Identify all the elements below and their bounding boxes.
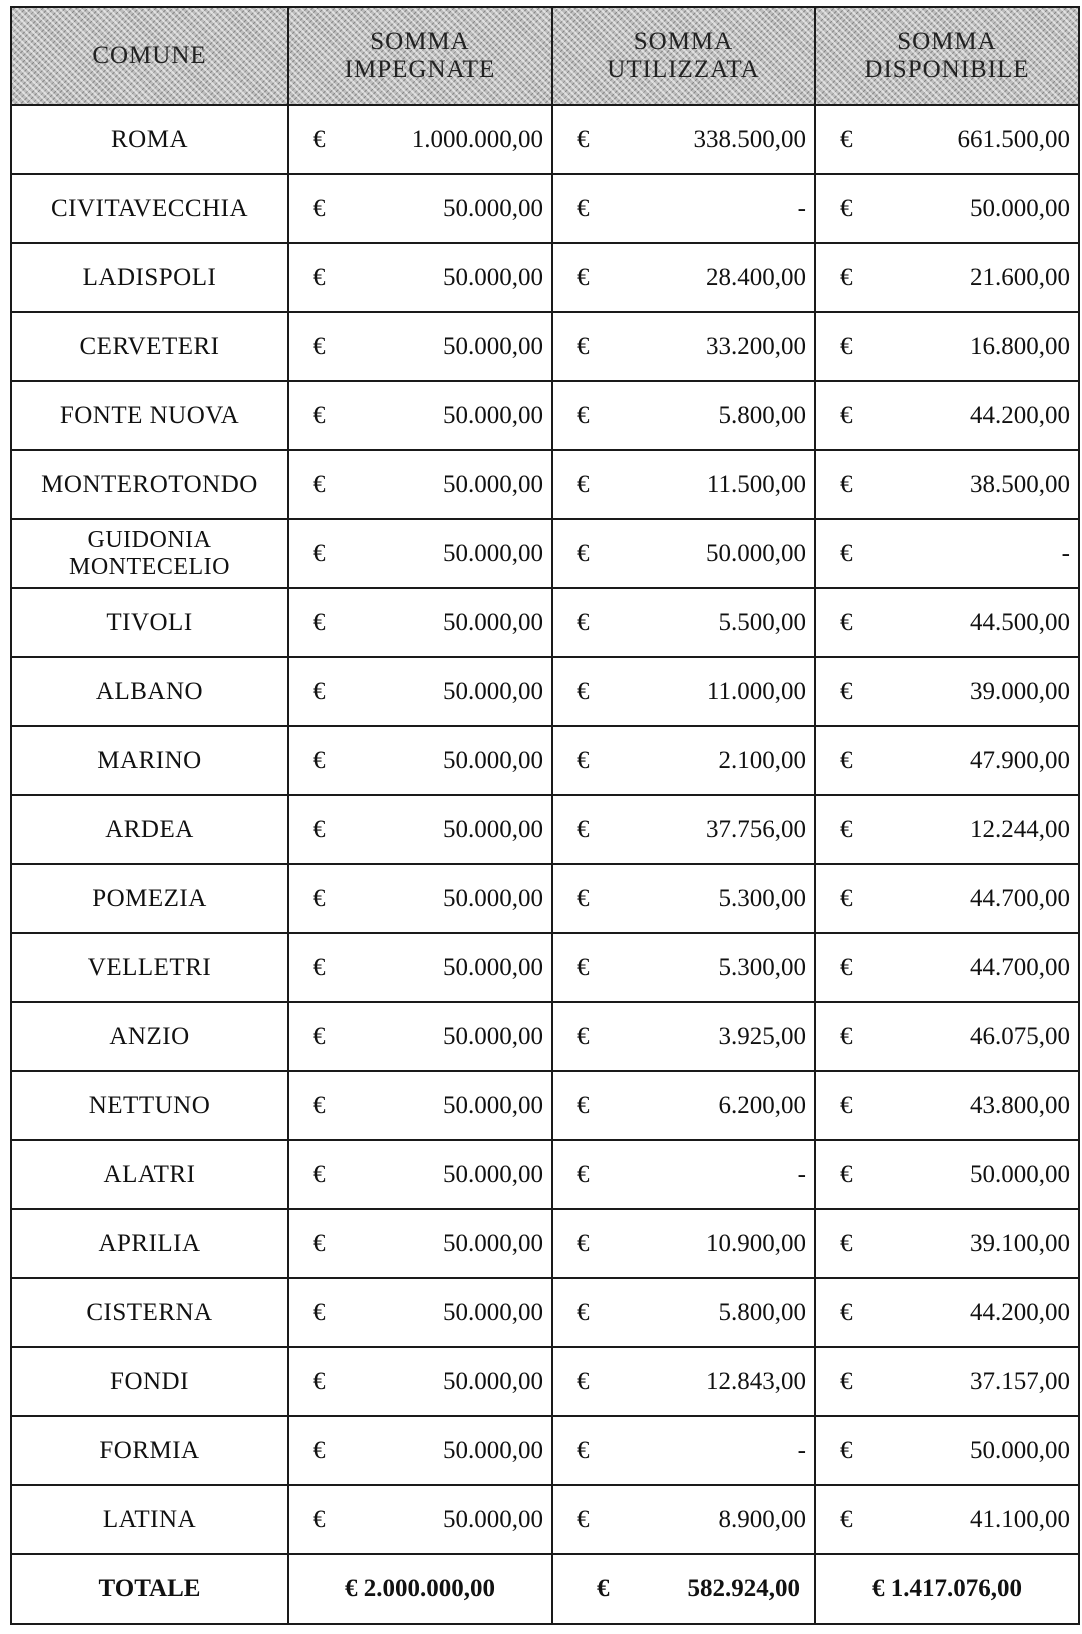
amount-disponibile-cell xyxy=(815,1140,1079,1209)
currency-symbol: € xyxy=(313,608,326,636)
amount-disponibile: 50.000,00 xyxy=(970,194,1070,222)
currency-symbol: € xyxy=(840,332,853,360)
currency-symbol: € xyxy=(577,539,590,567)
amount-disponibile: 44.700,00 xyxy=(970,884,1070,912)
currency-symbol: € xyxy=(840,1229,853,1257)
amount-impegnate-cell xyxy=(288,1347,552,1416)
totals-impegnate: € 2.000.000,00 xyxy=(288,1554,552,1624)
table-body xyxy=(11,105,1079,1554)
header-disponibile xyxy=(815,7,1079,105)
comune-name: GUIDONIA MONTECELIO xyxy=(11,519,288,588)
currency-symbol: € xyxy=(840,1367,853,1395)
table-row xyxy=(11,864,1079,933)
amount-utilizzata-cell xyxy=(552,1347,815,1416)
currency-symbol: € xyxy=(313,1505,326,1533)
table-row xyxy=(11,243,1079,312)
amount-utilizzata-cell xyxy=(552,1485,815,1554)
amount-impegnate: 50.000,00 xyxy=(443,194,543,222)
amount-impegnate: 50.000,00 xyxy=(443,1160,543,1188)
currency-symbol: € xyxy=(577,884,590,912)
amount-impegnate: 50.000,00 xyxy=(443,539,543,567)
header-utilizzata-line2: UTILIZZATA xyxy=(607,56,760,83)
comune-name: ANZIO xyxy=(11,1002,288,1071)
amount-disponibile: 39.000,00 xyxy=(970,677,1070,705)
amount-disponibile-cell xyxy=(815,1002,1079,1071)
amount-disponibile: 44.200,00 xyxy=(970,1298,1070,1326)
currency-symbol: € xyxy=(577,746,590,774)
amount-impegnate-cell xyxy=(288,1071,552,1140)
header-comune xyxy=(11,7,288,105)
amount-utilizzata: 3.925,00 xyxy=(718,1022,806,1050)
amount-impegnate-cell xyxy=(288,105,552,174)
currency-symbol: € xyxy=(840,608,853,636)
comune-name: LATINA xyxy=(11,1485,288,1554)
amount-utilizzata-cell xyxy=(552,1071,815,1140)
amount-impegnate: 50.000,00 xyxy=(443,1436,543,1464)
currency-symbol: € xyxy=(313,539,326,567)
table-row xyxy=(11,588,1079,657)
amount-utilizzata: 338.500,00 xyxy=(693,125,806,153)
amount-impegnate-cell xyxy=(288,1278,552,1347)
currency-symbol: € xyxy=(313,1160,326,1188)
table-row xyxy=(11,312,1079,381)
currency-symbol: € xyxy=(840,1091,853,1119)
comune-name: ALBANO xyxy=(11,657,288,726)
table-row xyxy=(11,795,1079,864)
amount-utilizzata: 37.756,00 xyxy=(706,815,806,843)
amount-utilizzata: 28.400,00 xyxy=(706,263,806,291)
amount-utilizzata: - xyxy=(797,1160,806,1188)
amount-utilizzata-cell xyxy=(552,726,815,795)
amount-impegnate-cell xyxy=(288,1209,552,1278)
amount-impegnate: 50.000,00 xyxy=(443,1505,543,1533)
amount-disponibile-cell xyxy=(815,381,1079,450)
amount-impegnate-cell xyxy=(288,657,552,726)
amount-utilizzata: - xyxy=(797,1436,806,1464)
table-header xyxy=(11,7,1079,105)
amount-impegnate-cell xyxy=(288,519,552,588)
amount-impegnate-cell xyxy=(288,312,552,381)
currency-symbol: € xyxy=(577,1160,590,1188)
comune-name: MARINO xyxy=(11,726,288,795)
amount-utilizzata-cell xyxy=(552,933,815,1002)
amount-disponibile-cell xyxy=(815,588,1079,657)
currency-symbol: € xyxy=(313,332,326,360)
amount-impegnate: 50.000,00 xyxy=(443,608,543,636)
currency-symbol: € xyxy=(577,470,590,498)
amount-utilizzata: - xyxy=(797,194,806,222)
currency-symbol: € xyxy=(840,1436,853,1464)
amount-impegnate-cell xyxy=(288,1416,552,1485)
amount-utilizzata-cell xyxy=(552,657,815,726)
currency-symbol: € xyxy=(577,1436,590,1464)
header-utilizzata-line1: SOMMA xyxy=(633,28,734,55)
table-row xyxy=(11,381,1079,450)
amount-utilizzata-cell xyxy=(552,450,815,519)
amount-disponibile: 16.800,00 xyxy=(970,332,1070,360)
currency-symbol: € xyxy=(577,1022,590,1050)
currency-symbol: € xyxy=(840,1505,853,1533)
currency-symbol: € xyxy=(840,194,853,222)
amount-disponibile-cell xyxy=(815,519,1079,588)
comune-name: POMEZIA xyxy=(11,864,288,933)
amount-impegnate: 50.000,00 xyxy=(443,1091,543,1119)
currency-symbol: € xyxy=(577,677,590,705)
currency-symbol: € xyxy=(840,539,853,567)
amount-disponibile: 21.600,00 xyxy=(970,263,1070,291)
header-row xyxy=(11,7,1079,105)
comune-name: ROMA xyxy=(11,105,288,174)
amount-utilizzata-cell xyxy=(552,105,815,174)
amount-disponibile: 661.500,00 xyxy=(957,125,1070,153)
amount-impegnate-cell xyxy=(288,450,552,519)
amount-impegnate: 50.000,00 xyxy=(443,263,543,291)
comune-name: FONDI xyxy=(11,1347,288,1416)
amount-disponibile: 41.100,00 xyxy=(970,1505,1070,1533)
table-row xyxy=(11,726,1079,795)
currency-symbol: € xyxy=(313,194,326,222)
amount-utilizzata: 12.843,00 xyxy=(706,1367,806,1395)
currency-symbol: € xyxy=(577,608,590,636)
currency-symbol: € xyxy=(313,815,326,843)
comune-name: APRILIA xyxy=(11,1209,288,1278)
currency-symbol: € xyxy=(313,1022,326,1050)
amount-utilizzata-cell xyxy=(552,174,815,243)
amount-impegnate: 50.000,00 xyxy=(443,1229,543,1257)
amount-disponibile-cell xyxy=(815,726,1079,795)
currency-symbol: € xyxy=(840,953,853,981)
currency-symbol: € xyxy=(577,953,590,981)
table-row xyxy=(11,933,1079,1002)
table-row xyxy=(11,1209,1079,1278)
amount-disponibile: 47.900,00 xyxy=(970,746,1070,774)
amount-impegnate: 50.000,00 xyxy=(443,470,543,498)
currency-symbol: € xyxy=(577,263,590,291)
comune-name: FONTE NUOVA xyxy=(11,381,288,450)
amount-impegnate-cell xyxy=(288,933,552,1002)
amount-disponibile-cell xyxy=(815,1347,1079,1416)
currency-symbol: € xyxy=(313,1367,326,1395)
budget-table xyxy=(10,6,1080,1625)
currency-symbol: € xyxy=(577,1229,590,1257)
amount-disponibile: 46.075,00 xyxy=(970,1022,1070,1050)
currency-symbol: € xyxy=(577,1505,590,1533)
currency-symbol: € xyxy=(840,1160,853,1188)
totals-label: TOTALE xyxy=(11,1554,288,1624)
comune-name: FORMIA xyxy=(11,1416,288,1485)
amount-impegnate-cell xyxy=(288,795,552,864)
amount-disponibile-cell xyxy=(815,450,1079,519)
currency-symbol: € xyxy=(840,263,853,291)
table-row xyxy=(11,519,1079,588)
totals-row xyxy=(11,1554,1079,1624)
comune-name: NETTUNO xyxy=(11,1071,288,1140)
table-row xyxy=(11,657,1079,726)
amount-disponibile: 37.157,00 xyxy=(970,1367,1070,1395)
currency-symbol: € xyxy=(313,401,326,429)
amount-disponibile-cell xyxy=(815,933,1079,1002)
currency-symbol: € xyxy=(313,1298,326,1326)
currency-symbol: € xyxy=(577,1367,590,1395)
amount-disponibile: 39.100,00 xyxy=(970,1229,1070,1257)
amount-utilizzata: 11.500,00 xyxy=(706,470,806,498)
amount-disponibile-cell xyxy=(815,243,1079,312)
currency-symbol: € xyxy=(577,332,590,360)
amount-disponibile-cell xyxy=(815,657,1079,726)
amount-utilizzata: 5.800,00 xyxy=(718,401,806,429)
table-row xyxy=(11,1347,1079,1416)
table-row xyxy=(11,174,1079,243)
header-impegnate-line2: IMPEGNATE xyxy=(344,56,496,83)
amount-utilizzata-cell xyxy=(552,864,815,933)
currency-symbol: € xyxy=(313,1091,326,1119)
amount-utilizzata-cell xyxy=(552,1416,815,1485)
amount-utilizzata-cell xyxy=(552,519,815,588)
amount-impegnate: 50.000,00 xyxy=(443,746,543,774)
header-utilizzata xyxy=(552,7,815,105)
totals-utilizzata-cell xyxy=(552,1554,815,1624)
amount-disponibile: 43.800,00 xyxy=(970,1091,1070,1119)
currency-symbol: € xyxy=(840,1022,853,1050)
currency-symbol: € xyxy=(577,1298,590,1326)
amount-utilizzata-cell xyxy=(552,795,815,864)
header-comune-line: COMUNE xyxy=(92,42,207,69)
currency-symbol: € xyxy=(313,125,326,153)
table-row xyxy=(11,1278,1079,1347)
table-row xyxy=(11,450,1079,519)
amount-disponibile-cell xyxy=(815,174,1079,243)
table-row xyxy=(11,1071,1079,1140)
amount-impegnate: 50.000,00 xyxy=(443,677,543,705)
amount-disponibile: 44.500,00 xyxy=(970,608,1070,636)
amount-impegnate: 50.000,00 xyxy=(443,884,543,912)
comune-name: ALATRI xyxy=(11,1140,288,1209)
currency-symbol: € xyxy=(313,746,326,774)
amount-disponibile: - xyxy=(1061,539,1070,567)
table-row xyxy=(11,1416,1079,1485)
currency-symbol: € xyxy=(577,194,590,222)
amount-disponibile-cell xyxy=(815,1071,1079,1140)
header-impegnate xyxy=(288,7,552,105)
amount-disponibile-cell xyxy=(815,1485,1079,1554)
currency-symbol: € xyxy=(577,1091,590,1119)
currency-symbol: € xyxy=(840,401,853,429)
header-impegnate-line1: SOMMA xyxy=(370,28,470,55)
amount-disponibile: 50.000,00 xyxy=(970,1436,1070,1464)
amount-impegnate-cell xyxy=(288,1485,552,1554)
header-disponibile-line2: DISPONIBILE xyxy=(864,56,1030,83)
amount-disponibile-cell xyxy=(815,1416,1079,1485)
comune-name: LADISPOLI xyxy=(11,243,288,312)
comune-name: MONTEROTONDO xyxy=(11,450,288,519)
amount-utilizzata-cell xyxy=(552,1140,815,1209)
amount-utilizzata: 5.500,00 xyxy=(718,608,806,636)
amount-utilizzata-cell xyxy=(552,312,815,381)
currency-symbol: € xyxy=(313,1436,326,1464)
amount-disponibile-cell xyxy=(815,864,1079,933)
amount-impegnate: 1.000.000,00 xyxy=(411,125,543,153)
amount-utilizzata-cell xyxy=(552,1002,815,1071)
amount-impegnate-cell xyxy=(288,726,552,795)
amount-impegnate-cell xyxy=(288,381,552,450)
currency-symbol: € xyxy=(313,677,326,705)
table-row xyxy=(11,1002,1079,1071)
table-row xyxy=(11,1140,1079,1209)
comune-name: VELLETRI xyxy=(11,933,288,1002)
amount-disponibile-cell xyxy=(815,312,1079,381)
comune-name: CERVETERI xyxy=(11,312,288,381)
amount-impegnate: 50.000,00 xyxy=(443,332,543,360)
amount-utilizzata: 6.200,00 xyxy=(718,1091,806,1119)
currency-symbol: € xyxy=(597,1575,610,1602)
amount-impegnate-cell xyxy=(288,243,552,312)
amount-utilizzata: 5.300,00 xyxy=(718,884,806,912)
amount-impegnate: 50.000,00 xyxy=(443,815,543,843)
currency-symbol: € xyxy=(313,884,326,912)
totals-utilizzata: 582.924,00 xyxy=(687,1575,800,1602)
header-disponibile-line1: SOMMA xyxy=(897,28,997,55)
currency-symbol: € xyxy=(840,677,853,705)
amount-disponibile: 50.000,00 xyxy=(970,1160,1070,1188)
comune-name: ARDEA xyxy=(11,795,288,864)
currency-symbol: € xyxy=(577,125,590,153)
amount-impegnate-cell xyxy=(288,174,552,243)
amount-utilizzata: 10.900,00 xyxy=(706,1229,806,1257)
table-row xyxy=(11,1485,1079,1554)
amount-disponibile-cell xyxy=(815,1209,1079,1278)
amount-utilizzata: 33.200,00 xyxy=(706,332,806,360)
comune-name: TIVOLI xyxy=(11,588,288,657)
table-footer xyxy=(11,1554,1079,1624)
amount-utilizzata: 5.300,00 xyxy=(718,953,806,981)
table-row xyxy=(11,105,1079,174)
currency-symbol: € xyxy=(313,1229,326,1257)
currency-symbol: € xyxy=(577,401,590,429)
currency-symbol: € xyxy=(840,746,853,774)
currency-symbol: € xyxy=(840,470,853,498)
amount-utilizzata: 5.800,00 xyxy=(718,1298,806,1326)
amount-impegnate-cell xyxy=(288,1002,552,1071)
amount-utilizzata-cell xyxy=(552,1209,815,1278)
amount-utilizzata: 11.000,00 xyxy=(706,677,806,705)
amount-utilizzata-cell xyxy=(552,588,815,657)
currency-symbol: € xyxy=(840,1298,853,1326)
amount-disponibile: 44.200,00 xyxy=(970,401,1070,429)
amount-utilizzata: 8.900,00 xyxy=(718,1505,806,1533)
amount-disponibile-cell xyxy=(815,795,1079,864)
amount-impegnate-cell xyxy=(288,864,552,933)
amount-impegnate: 50.000,00 xyxy=(443,1298,543,1326)
comune-name: CIVITAVECCHIA xyxy=(11,174,288,243)
amount-impegnate: 50.000,00 xyxy=(443,953,543,981)
amount-disponibile-cell xyxy=(815,1278,1079,1347)
comune-name: CISTERNA xyxy=(11,1278,288,1347)
amount-impegnate: 50.000,00 xyxy=(443,1367,543,1395)
amount-utilizzata: 2.100,00 xyxy=(718,746,806,774)
amount-impegnate: 50.000,00 xyxy=(443,1022,543,1050)
amount-disponibile-cell xyxy=(815,105,1079,174)
amount-impegnate-cell xyxy=(288,588,552,657)
amount-impegnate: 50.000,00 xyxy=(443,401,543,429)
currency-symbol: € xyxy=(840,884,853,912)
amount-utilizzata-cell xyxy=(552,1278,815,1347)
currency-symbol: € xyxy=(840,125,853,153)
amount-disponibile: 38.500,00 xyxy=(970,470,1070,498)
currency-symbol: € xyxy=(313,263,326,291)
currency-symbol: € xyxy=(313,470,326,498)
totals-disponibile: € 1.417.076,00 xyxy=(815,1554,1079,1624)
amount-utilizzata-cell xyxy=(552,381,815,450)
amount-impegnate-cell xyxy=(288,1140,552,1209)
currency-symbol: € xyxy=(577,815,590,843)
amount-disponibile: 44.700,00 xyxy=(970,953,1070,981)
amount-utilizzata-cell xyxy=(552,243,815,312)
amount-utilizzata: 50.000,00 xyxy=(706,539,806,567)
amount-disponibile: 12.244,00 xyxy=(970,815,1070,843)
currency-symbol: € xyxy=(313,953,326,981)
currency-symbol: € xyxy=(840,815,853,843)
